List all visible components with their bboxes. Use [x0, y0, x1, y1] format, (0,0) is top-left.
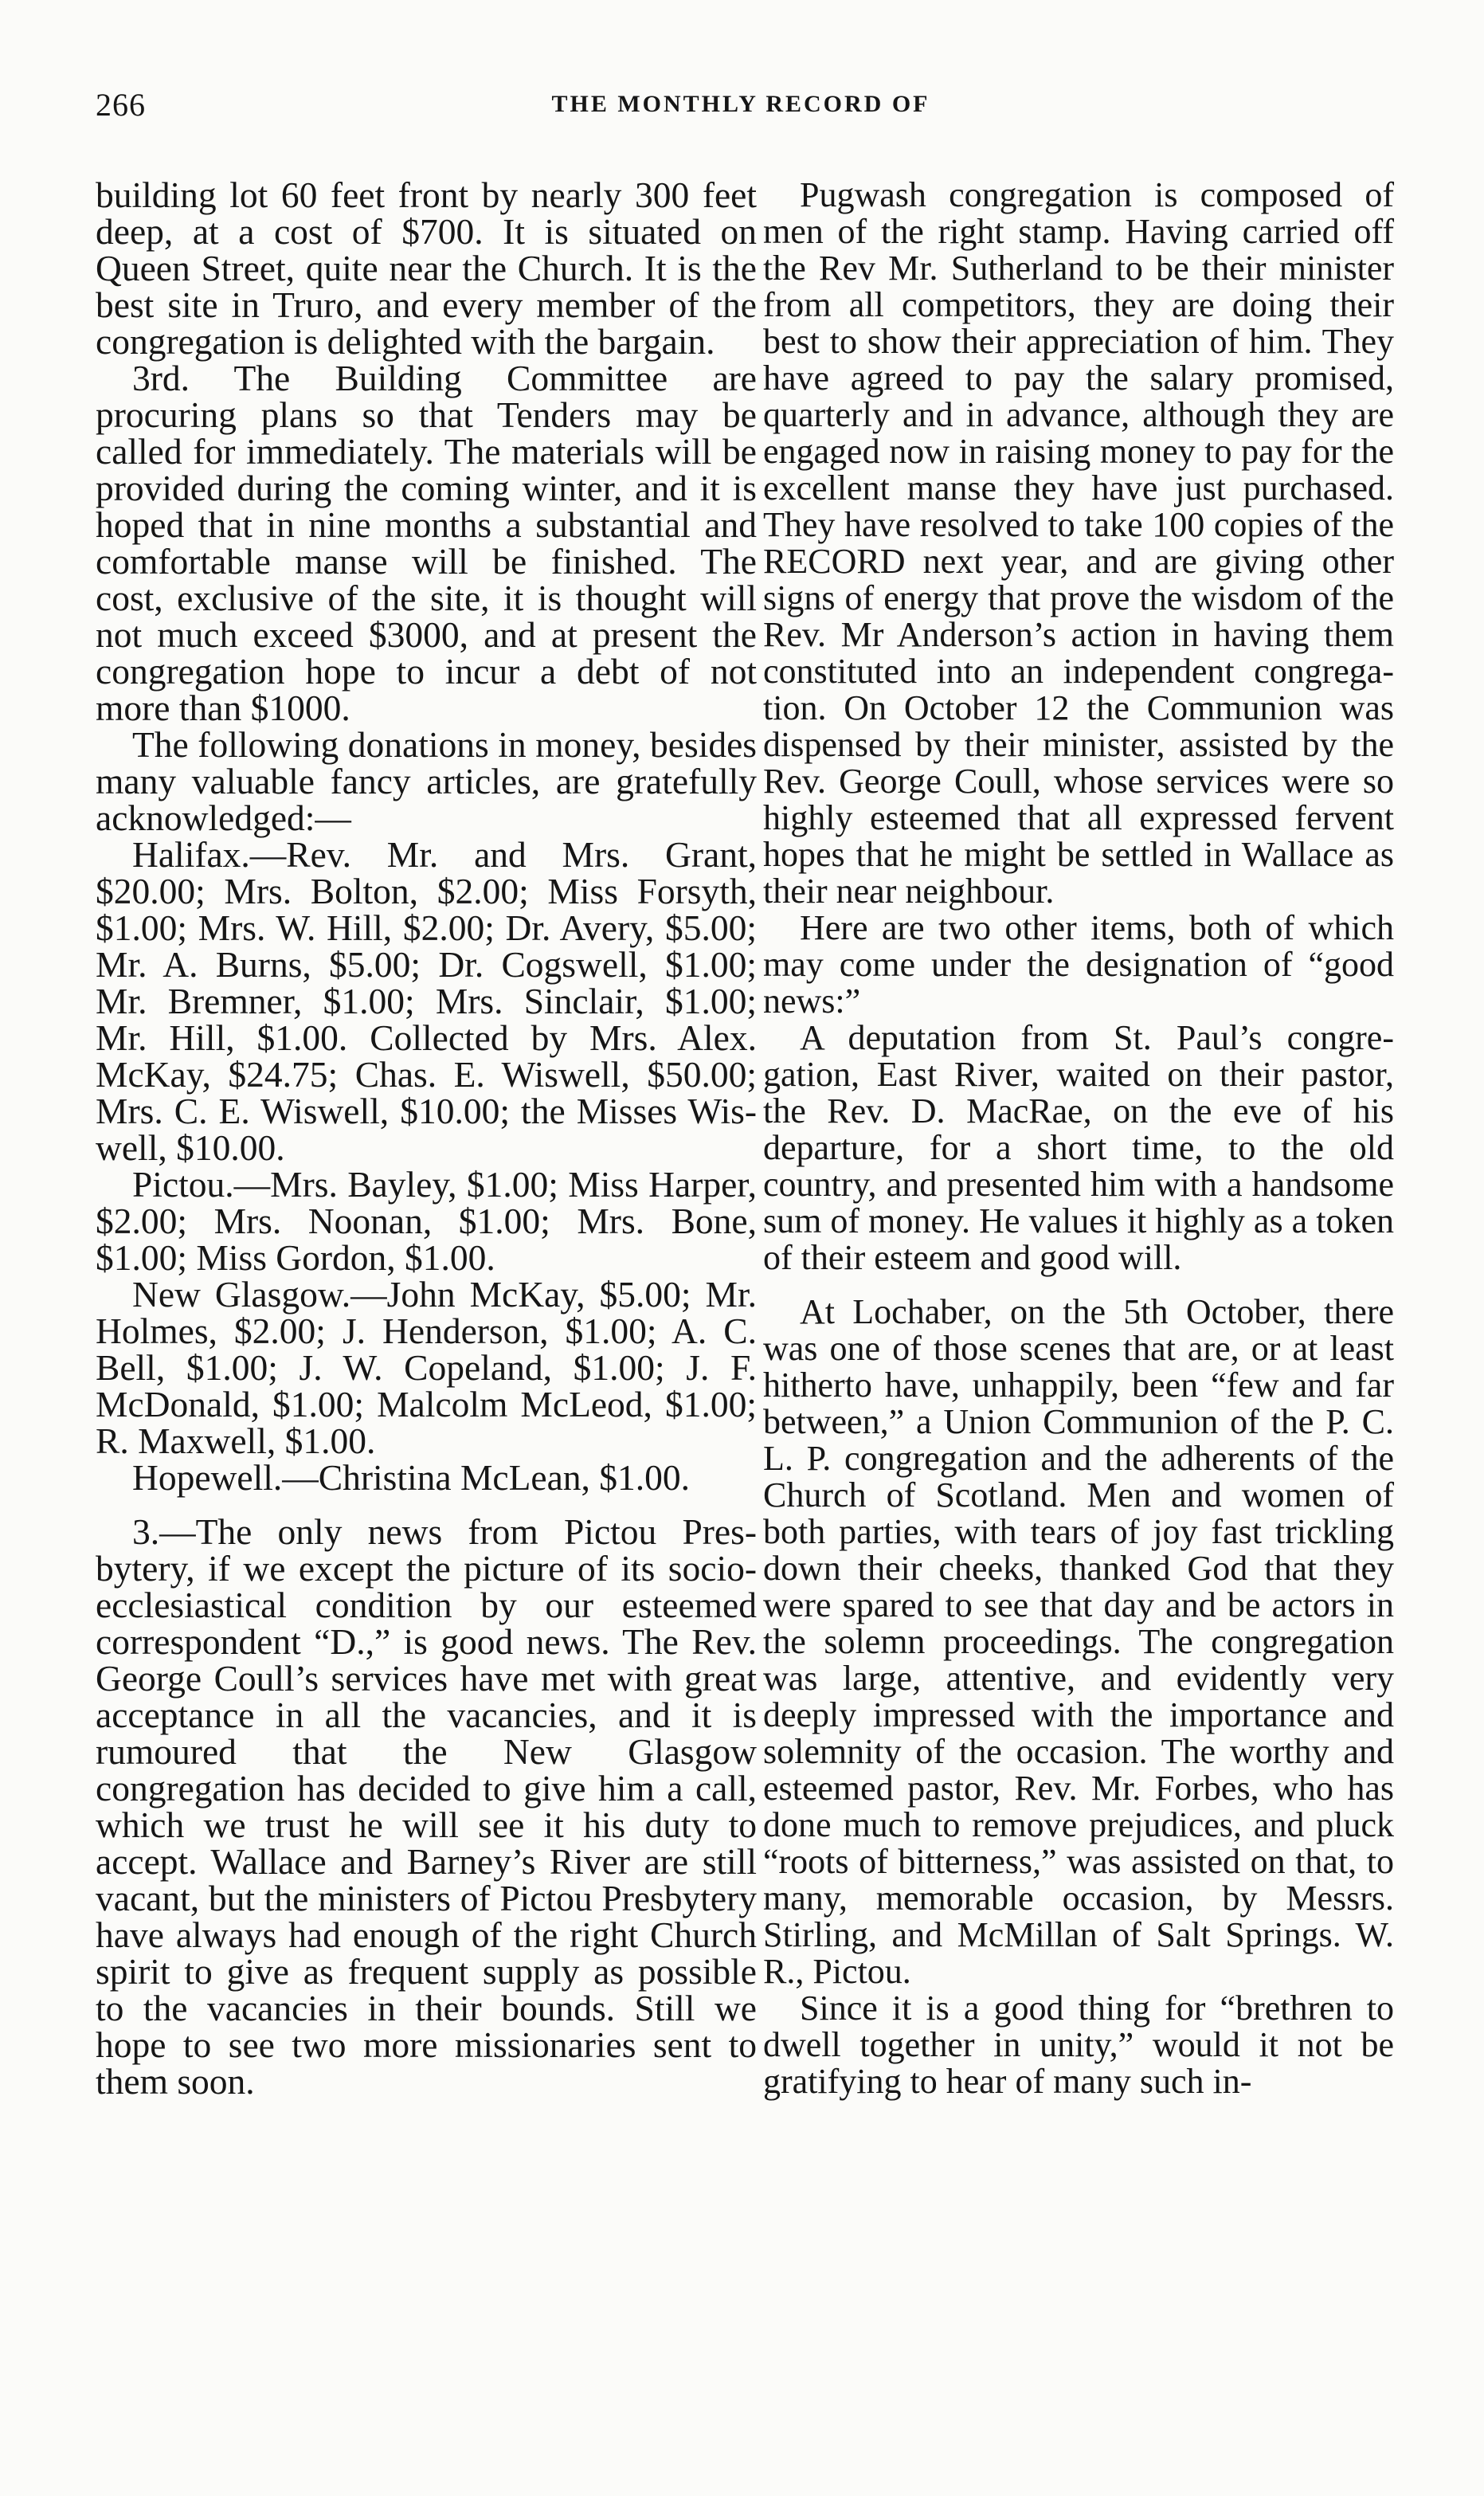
paragraph: A deputation from St. Paul’s congregation, East River, waited on their pastor, the Rev. D. MacRae, on the eve of his departure, for a short time, to the old country, and presented him with a handsome sum of money. He values it highly as a token of their esteem and good will.	[763, 1018, 1394, 1277]
paragraph: building lot 60 feet front by nearly 300 feet deep, at a cost of $700. It is situated on Queen Street, quite near the Church. It is the best site in Truro, and every member of the congregation is delighted with the bargain.	[96, 174, 757, 362]
paragraph: 3.—The only news from Pictou Presbytery, if we except the picture of its socio-ecclesiastical condition by our esteemed correspondent “D.,” is good news. The Rev. George Coull’s services have met with great acceptance in all the vacancies, and it is rumoured that the New Glasgow congregation has decided to give him a call, which we trust he will see it his duty to accept. Wallace and Barney’s River are still vacant, but the ministers of Pictou Presbytery have always had enough of the right Church spirit to give as frequent supply as possible to the vacancies in their bounds. Still we hope to see two more missionaries sent to them soon.	[96, 1511, 757, 2102]
donation-list-new-glasgow: New Glasgow.—John McKay, $5.00; Mr. Holmes, $2.00; J. Henderson, $1.00; A. C. Bell, $1.00; J. W. Copeland, $1.00; J. F. McDonald, $1.00; Malcolm McLeod, $1.00; R. Maxwell, $1.00.	[96, 1274, 757, 1461]
paragraph: At Lochaber, on the 5th October, there was one of those scenes that are, or at least hitherto have, unhappily, been “few and far between,” a Union Communion of the P. C. L. P. congregation and the adherents of the Church of Scotland. Men and women of both parties, with tears of joy fast trickling down their cheeks, thanked God that they were spared to see that day and be actors in the solemn proceedings. The congregation was large, attentive, and evidently very deeply impressed with the importance and solemnity of the occasion. The worthy and esteemed pastor, Rev. Mr. Forbes, who has done much to remove prejudices, and pluck “roots of bitterness,” was assisted on that, to many, memorable occasion, by Messrs. Stirling, and McMillan of Salt Springs. W. R., Pictou.	[763, 1292, 1394, 1991]
paragraph: Pugwash congregation is composed of men of the right stamp. Having carried off the Rev Mr. Sutherland to be their minister from all competitors, they are doing their best to show their appreciation of him. They have agreed to pay the salary promised, quarterly and in advance, although they are engaged now in raising money to pay for the excellent manse they have just purchased. They have resolved to take 100 copies of the RECORD next year, and are giving other signs of energy that prove the wisdom of the Rev. Mr Anderson’s action in having them constituted into an independent congregation. On October 12 the Communion was dispensed by their minister, assisted by the Rev. George Coull, whose services were so highly esteemed that all expressed fervent hopes that he might be settled in Wallace as their near neighbour.	[763, 175, 1394, 911]
paragraph: Here are two other items, both of which may come under the designation of “good news:”	[763, 908, 1394, 1021]
donation-list-halifax: Halifax.—Rev. Mr. and Mrs. Grant, $20.00; Mrs. Bolton, $2.00; Miss Forsyth, $1.00; Mrs. W. Hill, $2.00; Dr. Avery, $5.00; Mr. A. Burns, $5.00; Dr. Cogswell, $1.00; Mr. Bremner, $1.00; Mrs. Sinclair, $1.00; Mr. Hill, $1.00. Collected by Mrs. Alex. McKay, $24.75; Chas. E. Wiswell, $50.00; Mrs. C. E. Wiswell, $10.00; the Misses Wiswell, $10.00.	[96, 834, 757, 1168]
donation-list-hopewell: Hopewell.—Christina McLean, $1.00.	[132, 1457, 691, 1498]
donation-list-pictou: Pictou.—Mrs. Bayley, $1.00; Miss Harper, $2.00; Mrs. Noonan, $1.00; Mrs. Bone, $1.00; Miss Gordon, $1.00.	[96, 1164, 757, 1278]
paragraph: The following donations in money, besides many valuable fancy articles, are gratefully acknowledged:—	[96, 724, 757, 838]
right-column	[763, 177, 1394, 2100]
left-column	[96, 174, 757, 2102]
running-title: THE MONTHLY RECORD OF	[551, 91, 930, 117]
page-header	[96, 86, 1386, 134]
paragraph: 3rd. The Building Committee are procuring plans so that Tenders may be called for immediately. The materials will be provided during the coming winter, and it is hoped that in nine months a substantial and comfortable manse will be finished. The cost, exclusive of the site, it is thought will not much exceed $3000, and at present the congregation hope to incur a debt of not more than $1000.	[96, 358, 757, 728]
page-number: 266	[96, 87, 146, 123]
paragraph: Since it is a good thing for “brethren to dwell together in unity,” would it not be gratifying to hear of many such in-	[763, 1989, 1394, 2101]
